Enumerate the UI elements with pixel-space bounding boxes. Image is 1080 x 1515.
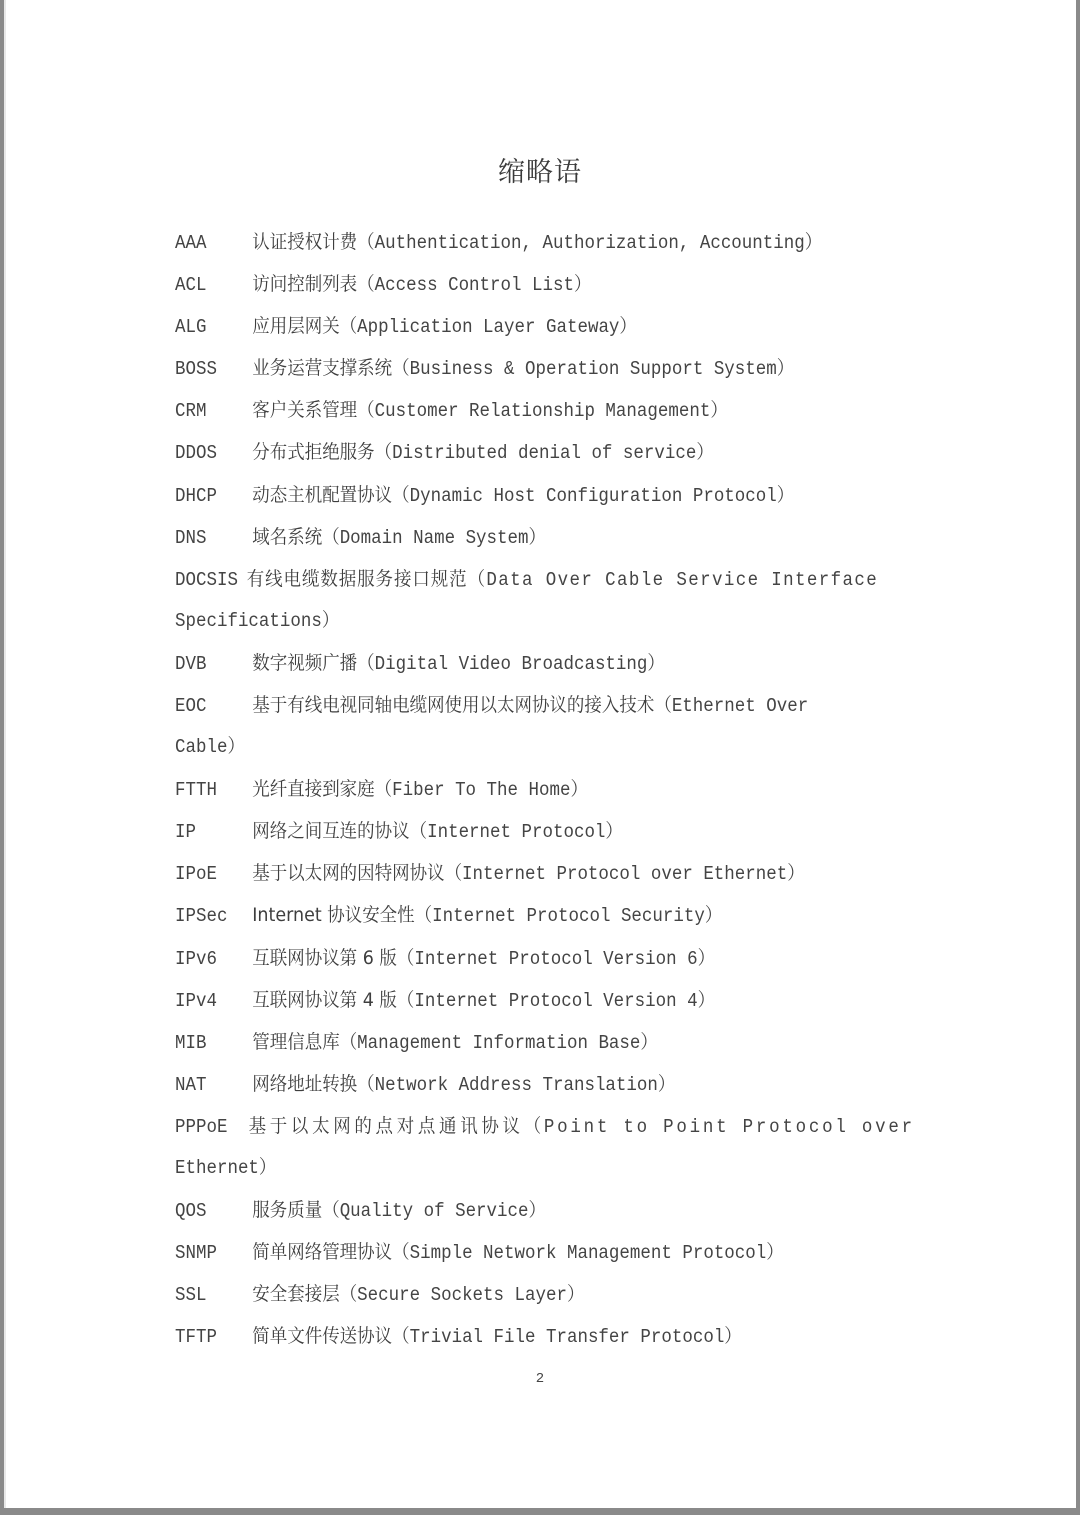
chinese-term: 域名系统 [252,526,323,548]
abbreviation: MIB [175,1032,207,1054]
abbreviation: AAA [175,232,207,254]
abbreviation-row [175,651,665,676]
chinese-term: 网络地址转换 [252,1073,358,1095]
abbreviation: PPPoE [175,1116,228,1138]
english-term: （Internet Protocol Security） [414,905,723,927]
abbreviation-row [175,525,546,550]
chinese-term: Internet 协议安全性 [252,904,415,926]
abbreviation-row [175,946,715,971]
abbreviation-row [175,272,591,297]
abbreviation: ALG [175,316,207,338]
abbreviation: IP [175,821,196,843]
english-term: （Simple Network Management Protocol） [392,1242,784,1264]
english-term: （Business & Operation Support System） [392,358,795,380]
abbreviation: BOSS [175,358,217,380]
abbreviation-row [175,1030,658,1055]
english-term: （Internet Protocol） [409,821,623,843]
abbreviation-row-continuation: Ethernet） [175,1157,277,1179]
abbreviation: DNS [175,527,207,549]
chinese-term: 互联网协议第 4 版 [252,989,397,1011]
chinese-term: 服务质量 [252,1199,323,1221]
abbreviation: SNMP [175,1242,217,1264]
abbreviation-row [175,567,878,592]
chinese-term: 简单网络管理协议 [252,1241,393,1263]
document-page [4,0,1076,1508]
chinese-term: 网络之间互连的协议 [252,820,410,842]
abbreviation-row [175,1324,742,1349]
chinese-term: 访问控制列表 [252,273,358,295]
chinese-term: 基于以太网的因特网协议 [252,862,445,884]
abbreviation: SSL [175,1284,207,1306]
chinese-term: 管理信息库 [252,1031,340,1053]
abbreviation-row [175,988,715,1013]
page-title: 缩略语 [498,157,582,188]
english-term: （Distributed denial of service） [374,442,714,464]
chinese-term: 互联网协议第 6 版 [252,947,397,969]
abbreviation: IPv6 [175,948,217,970]
english-term: （Network Address Translation） [357,1074,676,1096]
chinese-term: 光纤直接到家庭 [252,778,375,800]
english-term: （Authentication, Authorization, Accounting） [357,232,823,254]
abbreviation-row [175,314,637,339]
english-term: （Domain Name System） [322,527,546,549]
page-number: 2 [535,1371,545,1387]
abbreviation-row [175,777,588,802]
abbreviation-row [175,1198,546,1223]
english-term: （Digital Video Broadcasting） [357,653,665,675]
abbreviation: DVB [175,653,207,675]
english-term: （Internet Protocol Version 6） [396,948,716,970]
english-term: （Secure Sockets Layer） [339,1284,585,1306]
chinese-term: 认证授权计费 [252,231,358,253]
abbreviation-row-continuation: Specifications） [175,610,340,632]
abbreviation-row [175,1240,784,1265]
english-term: （Point to Point Protocol over [523,1116,915,1138]
chinese-term: 有线电缆数据服务接口规范 [246,568,468,590]
chinese-term: 分布式拒绝服务 [252,441,375,463]
abbreviation-row [175,693,808,718]
english-term: （Data Over Cable Service Interface [467,569,879,591]
english-term: （Access Control List） [357,274,592,296]
english-term: （Management Information Base） [339,1032,658,1054]
abbreviation-row [175,440,714,465]
abbreviation: TFTP [175,1326,217,1348]
abbreviation-row [175,230,822,255]
abbreviation: DDOS [175,442,217,464]
english-term: （Quality of Service） [322,1200,546,1222]
english-term: （Internet Protocol over Ethernet） [444,863,805,885]
abbreviation-row [175,819,623,844]
abbreviation-row [175,356,794,381]
chinese-term: 基于有线电视同轴电缆网使用以太网协议的接入技术 [252,694,655,716]
chinese-term: 应用层网关 [252,315,340,337]
english-term: （Trivial File Transfer Protocol） [392,1326,742,1348]
abbreviation-row [175,861,805,886]
abbreviation: ACL [175,274,207,296]
abbreviation-row [175,1072,675,1097]
english-term: （Application Layer Gateway） [339,316,637,338]
abbreviation: IPv4 [175,990,217,1012]
abbreviation: IPSec [175,905,228,927]
abbreviation: DOCSIS [175,569,238,591]
chinese-term: 客户关系管理 [252,399,358,421]
abbreviation: EOC [175,695,207,717]
english-term: （Fiber To The Home） [374,779,588,801]
english-term: （Internet Protocol Version 4） [396,990,716,1012]
abbreviation-row [175,483,794,508]
chinese-term: 简单文件传送协议 [252,1325,393,1347]
abbreviation-row [175,1114,915,1139]
abbreviation: IPoE [175,863,217,885]
abbreviation-row [175,398,728,423]
abbreviation-row-continuation: Cable） [175,736,245,758]
chinese-term: 安全套接层 [252,1283,340,1305]
abbreviation-row [175,903,722,928]
abbreviation: NAT [175,1074,207,1096]
abbreviation: CRM [175,400,207,422]
english-term: （Dynamic Host Configuration Protocol） [392,485,795,507]
english-term: （Ethernet Over [654,695,809,717]
abbreviation: FTTH [175,779,217,801]
chinese-term: 基于以太网的点对点通讯协议 [248,1115,524,1137]
chinese-term: 业务运营支撑系统 [252,357,393,379]
english-term: （Customer Relationship Management） [357,400,728,422]
chinese-term: 数字视频广播 [252,652,358,674]
chinese-term: 动态主机配置协议 [252,484,393,506]
abbreviation-row [175,1282,584,1307]
abbreviation: QOS [175,1200,207,1222]
abbreviation: DHCP [175,485,217,507]
